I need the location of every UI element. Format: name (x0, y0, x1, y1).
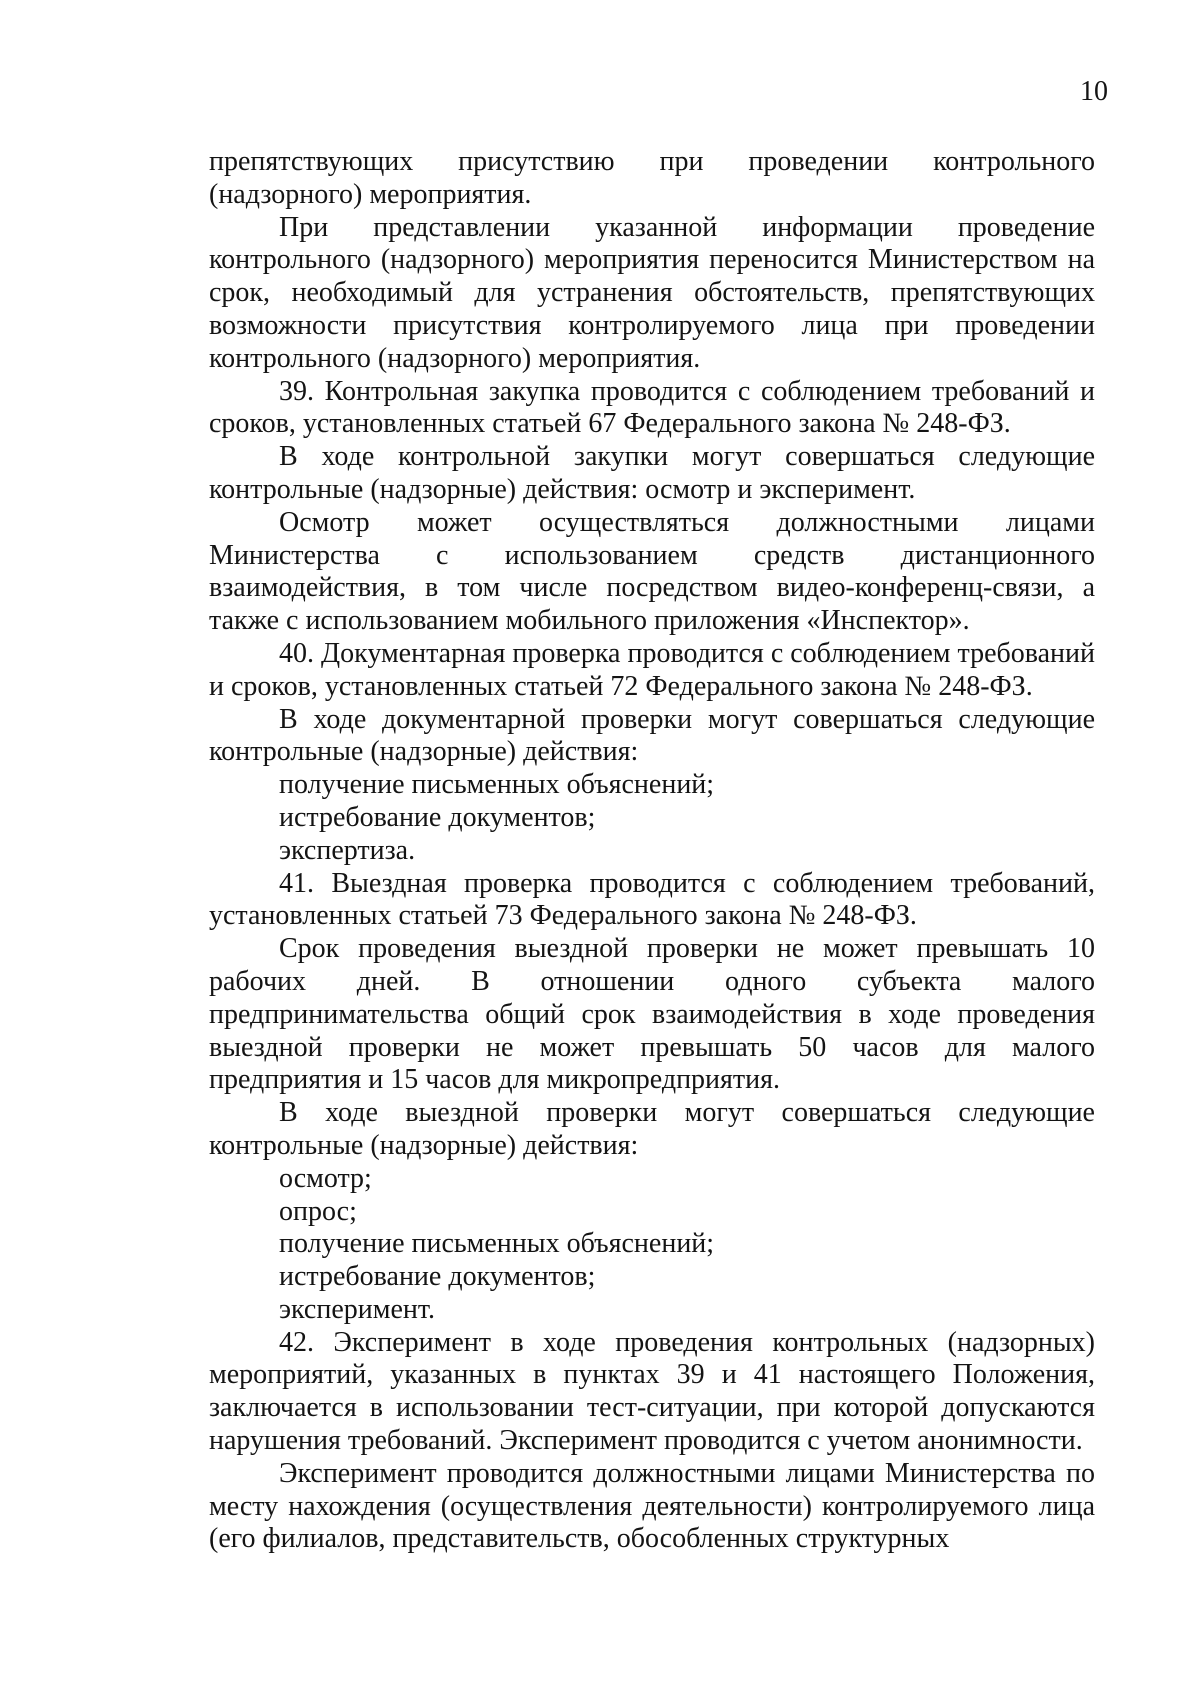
list-item: осмотр; (279, 1162, 372, 1194)
paragraph: Эксперимент проводится должностными лицами Министерства по месту нахождения (осуществления деятельности) контролируемого лица (его филиалов, представительств, обособленных структурных (209, 1457, 1095, 1555)
paragraph-continued: препятствующих присутствию при проведении контрольного (надзорного) мероприятия. (209, 146, 1095, 210)
document-body (209, 146, 1095, 1556)
list-item: истребование документов; (279, 801, 596, 833)
paragraph: В ходе выездной проверки могут совершаться следующие контрольные (надзорные) действия: (209, 1097, 1095, 1161)
page-number: 10 (1080, 76, 1108, 107)
paragraph: В ходе контрольной закупки могут совершаться следующие контрольные (надзорные) действия: осмотр и эксперимент. (209, 441, 1095, 505)
list-item: экспертиза. (279, 834, 416, 866)
paragraph-item-39: 39. Контрольная закупка проводится с соблюдением требований и сроков, установленных статьей 67 Федерального закона № 248-ФЗ. (209, 375, 1095, 440)
paragraph-item-40: 40. Документарная проверка проводится с соблюдением требований и сроков, установленных статьей 72 Федерального закона № 248-ФЗ. (209, 637, 1095, 702)
paragraph: При представлении указанной информации проведение контрольного (надзорного) мероприятия переносится Министерством на срок, необходимый для устранения обстоятельств, препятствующих возможности присутствия контролируемого лица при проведении контрольного (надзорного) мероприятия. (209, 211, 1095, 374)
paragraph-item-41: 41. Выездная проверка проводится с соблюдением требований, установленных статьей 73 Федерального закона № 248-ФЗ. (209, 867, 1095, 932)
paragraph: Срок проведения выездной проверки не может превышать 10 рабочих дней. В отношении одного субъекта малого предпринимательства общий срок взаимодействия в ходе проведения выездной проверки не может превышать 50 часов для малого предприятия и 15 часов для микропредприятия. (209, 933, 1095, 1096)
paragraph-item-42: 42. Эксперимент в ходе проведения контрольных (надзорных) мероприятий, указанных в пунктах 39 и 41 настоящего Положения, заключается в использовании тест-ситуации, при которой допускаются нарушения требований. Эксперимент проводится с учетом анонимности. (209, 1326, 1095, 1457)
paragraph: Осмотр может осуществляться должностными лицами Министерства с использованием средств дистанционного взаимодействия, в том числе посредством видео-конференц-связи, а также с использованием мобильного приложения «Инспектор». (209, 506, 1095, 637)
paragraph: В ходе документарной проверки могут совершаться следующие контрольные (надзорные) действия: (209, 703, 1095, 768)
list-item: опрос; (279, 1195, 357, 1227)
list-item: истребование документов; (279, 1261, 596, 1293)
list-item: получение письменных объяснений; (279, 1228, 715, 1260)
list-item: получение письменных объяснений; (279, 769, 715, 801)
list-item: эксперимент. (279, 1293, 436, 1325)
